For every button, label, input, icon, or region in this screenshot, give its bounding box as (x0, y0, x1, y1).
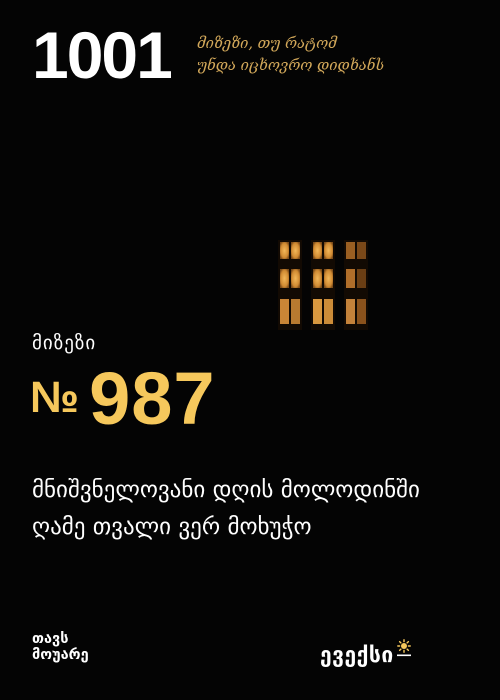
slogan-line-2: მოუარე (32, 647, 89, 663)
brand-tagline (197, 33, 397, 77)
window-left (278, 240, 302, 330)
reason-number (30, 357, 216, 440)
window-middle (311, 240, 335, 330)
evex-logo (320, 643, 412, 667)
brand-number: 1001 (32, 18, 171, 92)
number-sign: № (30, 373, 80, 422)
window-right (344, 240, 368, 330)
footer-slogan (32, 631, 89, 663)
slogan-line-1: თავს (32, 631, 69, 647)
number-value: 987 (89, 357, 216, 440)
evex-wordmark: ევექსი (320, 643, 394, 667)
tagline-line-1: მიზეზი, თუ რატომ (197, 36, 337, 52)
sun-logo-icon (396, 639, 412, 657)
tagline-line-2: უნდა იცხოვრო დიდხანს (197, 58, 385, 74)
lit-window-illustration (276, 238, 370, 332)
reason-label: მიზეზი (32, 332, 97, 354)
reason-text: მნიშვნელოვანი დღის მოლოდინში ღამე თვალი ვერ მოხუჭო (32, 477, 420, 540)
